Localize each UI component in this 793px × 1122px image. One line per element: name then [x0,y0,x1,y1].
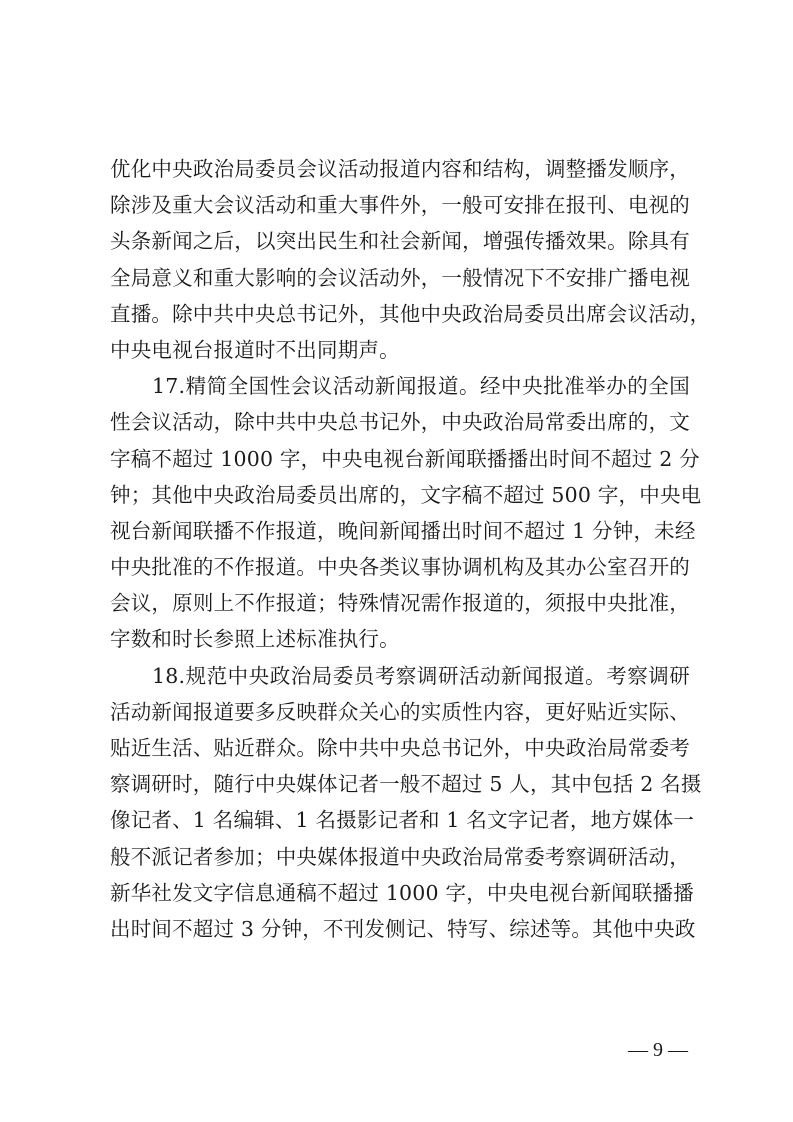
page-number: — 9 — [628,1039,688,1061]
text-line: 17.精简全国性会议活动新闻报道。经中央批准举办的全国 [110,374,690,399]
text-line: 18.规范中央政治局委员考察调研活动新闻报道。考察调研 [110,663,690,688]
text-line: 察调研时，随行中央媒体记者一般不超过 5 人，其中包括 2 名摄 [110,772,702,797]
text-line: 般不派记者参加；中央媒体报道中央政治局常委考察调研活动， [110,844,690,869]
text-line: 优化中央政治局委员会议活动报道内容和结构，调整播发顺序， [110,157,690,181]
text-line: 会议，原则上不作报道；特殊情况需作报道的，须报中央批准， [110,591,690,616]
text-line: 钟；其他中央政治局委员出席的，文字稿不超过 500 字，中央电 [110,482,702,507]
text-line: 性会议活动，除中共中央总书记外，中央政治局常委出席的，文 [110,410,690,435]
paragraph-18 [110,658,702,948]
text-line: 头条新闻之后，以突出民生和社会新闻，增强传播效果。除具有 [110,229,690,254]
text-line: 视台新闻联播不作报道，晚间新闻播出时间不超过 1 分钟，未经 [110,518,696,543]
text-line: 除涉及重大会议活动和重大事件外，一般可安排在报刊、电视的 [110,193,690,218]
paragraph-1 [110,151,711,368]
text-line: 全局意义和重大影响的会议活动外，一般情况下不安排广播电视 [110,265,690,290]
text-line: 中央批准的不作报道。中央各类议事协调机构及其办公室召开的 [110,555,690,580]
text-line: 新华社发文字信息通稿不超过 1000 字，中央电视台新闻联播播 [110,880,694,905]
text-line: 直播。除中共中央总书记外，其他中央政治局委员出席会议活动， [110,301,711,326]
text-line: 字稿不超过 1000 字，中央电视台新闻联播播出时间不超过 2 分 [110,446,700,471]
text-line: 中央电视台报道时不出同期声。 [110,337,400,362]
text-line: 字数和时长参照上述标准执行。 [110,627,400,652]
text-line: 像记者、1 名编辑、1 名摄影记者和 1 名文字记者，地方媒体一 [110,808,695,833]
text-line: 出时间不超过 3 分钟，不刊发侧记、特写、综述等。其他中央政 [110,916,696,941]
body-text [110,151,711,947]
paragraph-17 [110,368,702,658]
text-line: 贴近生活、贴近群众。除中共中央总书记外，中央政治局常委考 [110,736,690,760]
text-line: 活动新闻报道要多反映群众关心的实质性内容，更好贴近实际、 [110,699,690,724]
